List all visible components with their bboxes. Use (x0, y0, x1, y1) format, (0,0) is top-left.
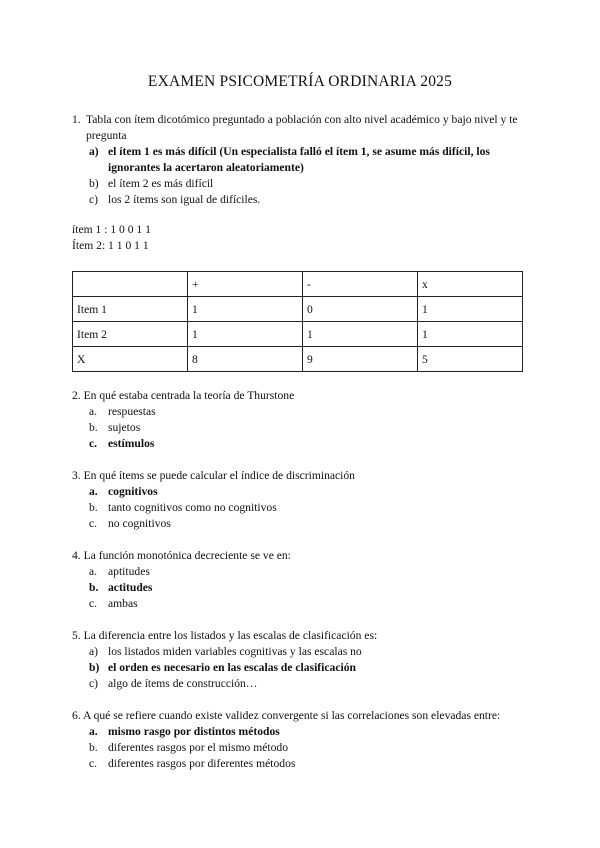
option-text: diferentes rasgos por diferentes métodos (108, 757, 296, 770)
option-a (72, 724, 542, 740)
question-stem: Tabla con ítem dicotómico preguntado a población con alto nivel académico y bajo nivel y te pregunta (86, 113, 518, 142)
option-text: cognitivos (108, 485, 158, 498)
option-c (72, 756, 542, 772)
option-letter: b. (89, 501, 98, 514)
option-a (72, 484, 542, 500)
options-list (72, 404, 542, 452)
option-c (72, 516, 542, 532)
table-cell: Item 1 (73, 297, 188, 322)
question-stem: 5. La diferencia entre los listados y las escalas de clasificación es: (72, 629, 378, 642)
table-cell: - (303, 272, 418, 297)
option-letter: b. (89, 741, 98, 754)
table-cell: 8 (188, 347, 303, 372)
question-6 (72, 708, 542, 772)
table-cell: X (73, 347, 188, 372)
option-text: ambas (108, 597, 138, 610)
option-c (72, 676, 542, 692)
table-row (73, 347, 523, 372)
option-c (72, 596, 542, 612)
option-letter: c. (89, 597, 98, 610)
options-list (72, 644, 542, 692)
option-text: los listados miden variables cognitivas y las escalas no (108, 645, 362, 658)
option-a (72, 404, 542, 420)
option-text: respuestas (108, 405, 156, 418)
question-3 (72, 468, 542, 532)
table-cell: 1 (418, 322, 523, 347)
option-letter: a) (89, 645, 99, 658)
table-cell: 1 (418, 297, 523, 322)
question-stem: 6. A qué se refiere cuando existe validez convergente si las correlaciones son elevadas entre: (72, 709, 501, 722)
question-5 (72, 628, 542, 692)
option-a (72, 564, 542, 580)
table-row (73, 297, 523, 322)
option-b (72, 176, 542, 192)
option-text: aptitudes (108, 565, 150, 578)
option-letter: b) (89, 177, 99, 190)
option-a (72, 644, 542, 660)
option-letter: a. (89, 565, 98, 578)
table-header-row (73, 272, 523, 297)
option-b (72, 500, 542, 516)
option-text: estímulos (108, 437, 155, 450)
option-text: tanto cognitivos como no cognitivos (108, 501, 277, 514)
option-letter: a. (89, 405, 98, 418)
question-stem: 2. En qué estaba centrada la teoría de Thurstone (72, 389, 295, 402)
option-letter: a. (89, 485, 98, 498)
option-b (72, 420, 542, 436)
option-b (72, 580, 542, 596)
table-cell: 1 (188, 297, 303, 322)
question-1 (72, 112, 542, 208)
table-cell: 0 (303, 297, 418, 322)
option-text: no cognitivos (108, 517, 171, 530)
table-cell: x (418, 272, 523, 297)
option-b (72, 660, 542, 676)
options-list (72, 144, 542, 208)
option-letter: a) (89, 145, 99, 158)
table-cell (73, 272, 188, 297)
table-cell: + (188, 272, 303, 297)
table-cell: 5 (418, 347, 523, 372)
option-c (72, 192, 542, 208)
option-text: los 2 ítems son igual de difíciles. (108, 193, 261, 206)
question-stem: 3. En qué ítems se puede calcular el índice de discriminación (72, 469, 355, 482)
option-text: el ítem 2 es más difícil (108, 177, 214, 190)
options-list (72, 564, 542, 612)
table-cell: Item 2 (73, 322, 188, 347)
option-letter: c. (89, 757, 98, 770)
table-cell: 1 (303, 322, 418, 347)
option-a (72, 144, 542, 176)
table-cell: 9 (303, 347, 418, 372)
question-2 (72, 388, 542, 452)
exam-title: EXAMEN PSICOMETRÍA ORDINARIA 2025 (147, 73, 453, 90)
option-text: mismo rasgo por distintos métodos (108, 725, 280, 738)
option-letter: b. (89, 421, 98, 434)
option-text: el orden es necesario en las escalas de clasificación (108, 661, 356, 674)
item-1-responses: ítem 1 : 1 0 0 1 1 (72, 223, 151, 236)
options-list (72, 484, 542, 532)
question-4 (72, 548, 542, 612)
option-c (72, 436, 542, 452)
option-letter: c) (89, 193, 99, 206)
item-2-responses: Ítem 2: 1 1 0 1 1 (72, 239, 149, 252)
option-letter: c. (89, 517, 98, 530)
question-number: 1. (72, 113, 81, 126)
option-letter: b. (89, 581, 99, 594)
option-text: el ítem 1 es más difícil (Un especialista falló el ítem 1, se asume más difícil, los ignorantes la acertaron aleatoriamente) (108, 145, 490, 174)
score-table (72, 271, 523, 372)
option-letter: b) (89, 661, 100, 674)
table-row (73, 322, 523, 347)
options-list (72, 724, 542, 772)
question-stem: 4. La función monotónica decreciente se ve en: (72, 549, 291, 562)
table-cell: 1 (188, 322, 303, 347)
option-text: diferentes rasgos por el mismo método (108, 741, 288, 754)
option-text: actitudes (108, 581, 153, 594)
option-letter: c) (89, 677, 99, 690)
option-text: sujetos (108, 421, 141, 434)
option-b (72, 740, 542, 756)
option-letter: c. (89, 437, 98, 450)
option-text: algo de ítems de construcción… (108, 677, 258, 690)
option-letter: a. (89, 725, 98, 738)
